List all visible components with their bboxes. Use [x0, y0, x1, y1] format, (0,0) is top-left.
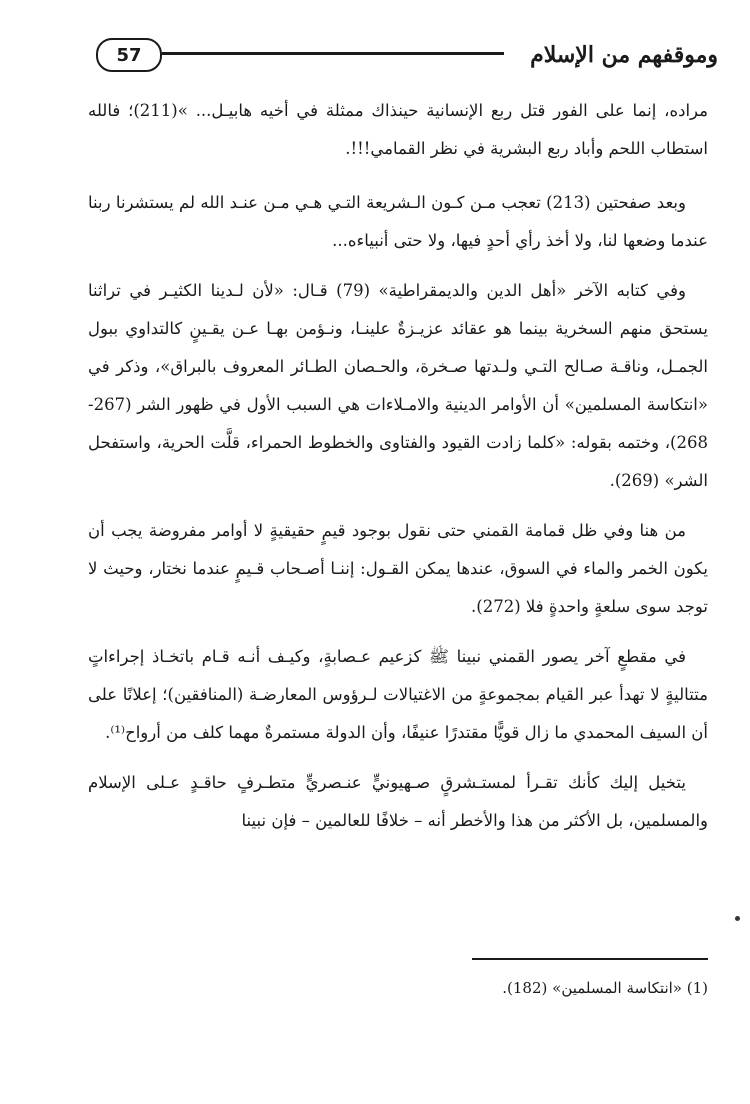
- scan-speck: [735, 916, 740, 921]
- page-header: [86, 34, 718, 84]
- paragraph-6: يتخيل إليك كأنك تقـرأ لمستـشرقٍ صـهيونيٍّ عنـصريٍّ متطـرفٍ حاقـدٍ عـلى الإسلام والمسلمين، بل الأكثر من هذا والأخطر أنه – خلافًا للعالمين – فإن نبينا: [88, 773, 708, 830]
- header-rule: [162, 52, 504, 55]
- paragraph-3: وفي كتابه الآخر «أهل الدين والديمقراطية» (79) قـال: «لأن لـدينا الكثيـر في تراثنا يستحق منهم السخرية بينما هو عقائد عزيـزةٌ علينـا، ونـؤمن بهـا عـن يقـينٍ كالتداوي ببول الجمـل، وناقـة صـالح التـي ولـدتها صـخرة، والحـصان الطـائر المعروف بالبراق»، وذكر في «انتكاسة المسلمين» أن الأوامر الدينية والامـلاءات هي السبب الأول في ظهور الشر (267-268)، وختمه بقوله: «كلما زادت القيود والفتاوى والخطوط الحمراء، قلَّت الحرية، واستفحل الشر» (269).: [88, 281, 708, 490]
- running-title: وموقفهم من الإسلام: [530, 42, 718, 68]
- paragraph-4: من هنا وفي ظل قمامة القمني حتى نقول بوجود قيمٍ حقيقيةٍ لا أوامر مفروضة يجب أن يكون الخمر والماء في السوق، عندها يمكن القـول: إننـا أصـحاب قـيمٍ عندما نختار، وحيث لا توجد سوى سلعةٍ واحدةٍ فلا (272).: [88, 521, 708, 616]
- body-text: [88, 92, 708, 840]
- page-number: 57: [96, 38, 162, 72]
- paragraph-5: في مقطعٍ آخر يصور القمني نبينا ﷺ كزعيم عـصابةٍ، وكيـف أنـه قـام باتخـاذ إجراءاتٍ متتاليةٍ لا تهدأ عبر القيام بمجموعةٍ من الاغتيالات لـرؤوس المعارضـة (المنافقين)؛ إعلانًا على أن السيف المحمدي ما زال قويًّا مقتدرًا عنيفًا، وأن الدولة مستمرةٌ مهما كلف من أرواح⁽¹⁾.: [88, 647, 708, 742]
- paragraph-2: وبعد صفحتين (213) تعجب مـن كـون الـشريعة التـي هـي مـن عنـد الله لم يستشرنا ربنا عندما وضعها لنا، ولا أخذ رأي أحدٍ فيها، ولا حتى أنبياءه...: [88, 193, 708, 250]
- footnote: (1) «انتكاسة المسلمين» (182).: [502, 979, 708, 997]
- footnote-rule: [472, 958, 708, 960]
- paragraph-1: مراده، إنما على الفور قتل ربع الإنسانية حينذاك ممثلة في أخيه هابيـل... »(211)؛ فالله استطاب اللحم وأباد ربع البشرية في نظر القمامي!!!.: [88, 101, 708, 158]
